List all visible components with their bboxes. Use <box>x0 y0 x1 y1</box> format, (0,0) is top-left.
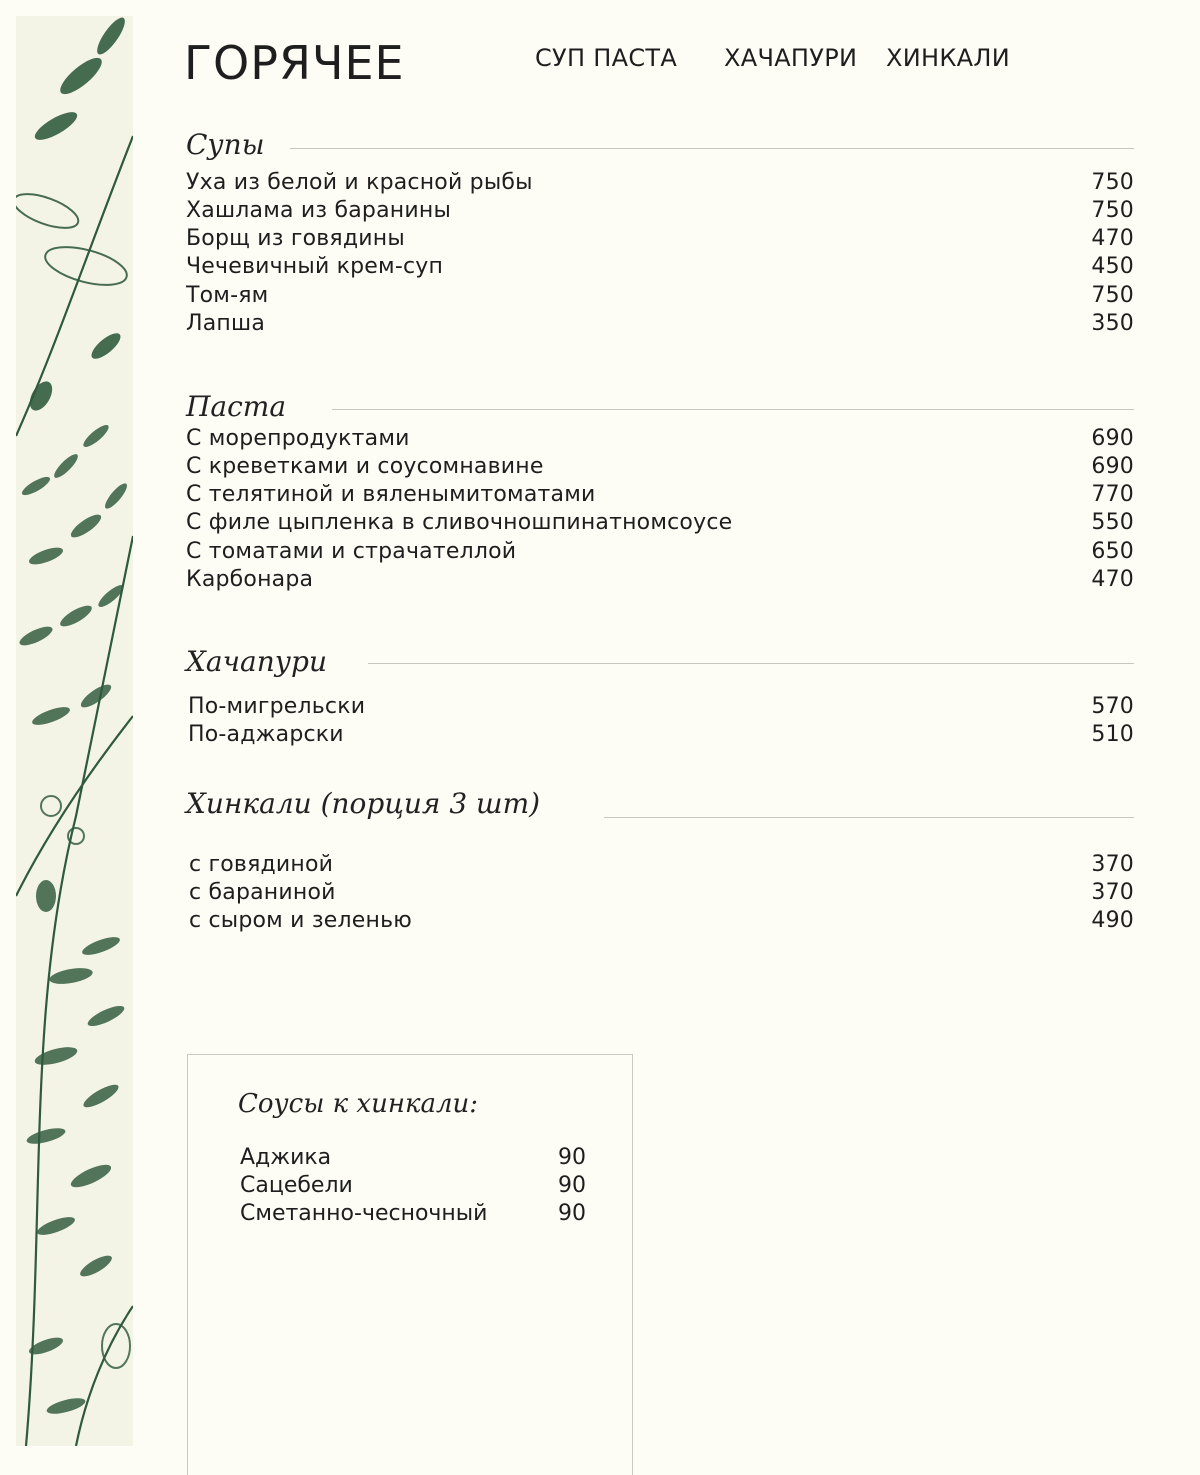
item-price: 750 <box>1091 197 1134 223</box>
menu-item <box>186 537 1134 565</box>
nav-khachapuri[interactable]: ХАЧАПУРИ <box>724 44 858 72</box>
sauce-price: 90 <box>558 1200 586 1226</box>
section-divider <box>604 817 1134 818</box>
item-name: С креветками и соусомнавине <box>186 453 544 479</box>
item-name: с бараниной <box>189 879 336 905</box>
item-name: Лапша <box>186 310 266 336</box>
menu-item <box>186 452 1134 480</box>
menu-item <box>186 224 1134 252</box>
item-price: 370 <box>1091 879 1134 905</box>
menu-item <box>188 720 1134 748</box>
item-name: с сыром и зеленью <box>189 907 412 933</box>
sauce-item <box>240 1171 586 1199</box>
item-price: 470 <box>1091 566 1134 592</box>
page-title: ГОРЯЧЕЕ <box>184 36 405 90</box>
menu-item <box>186 424 1134 452</box>
item-price: 770 <box>1091 481 1134 507</box>
item-price: 750 <box>1091 169 1134 195</box>
sauce-item <box>240 1199 586 1227</box>
sauce-name: Сметанно-чесночный <box>240 1200 488 1226</box>
item-name: По-мигрельски <box>188 693 366 719</box>
sauce-price: 90 <box>558 1144 586 1170</box>
item-name: Карбонара <box>186 566 314 592</box>
item-name: С филе цыпленка в сливочношпинатномсоусе <box>186 509 733 535</box>
section-title-khinkali: Хинкали (порция 3 шт) <box>186 787 541 820</box>
menu-item <box>189 850 1134 878</box>
item-price: 690 <box>1091 453 1134 479</box>
item-name: с говядиной <box>189 851 334 877</box>
section-divider <box>332 409 1134 410</box>
menu-item <box>186 309 1134 337</box>
menu-item <box>189 878 1134 906</box>
sauce-name: Сацебели <box>240 1172 353 1198</box>
botanical-illustration <box>16 16 133 1446</box>
item-name: Хашлама из баранины <box>186 197 452 223</box>
section-title-soups: Супы <box>186 128 265 161</box>
item-price: 450 <box>1091 253 1134 279</box>
item-price: 370 <box>1091 851 1134 877</box>
item-price: 350 <box>1091 310 1134 336</box>
sauce-item <box>240 1143 586 1171</box>
menu-item <box>186 565 1134 593</box>
sauces-box <box>187 1054 633 1475</box>
menu-item <box>186 508 1134 536</box>
sauce-name: Аджика <box>240 1144 332 1170</box>
item-name: Борщ из говядины <box>186 225 405 251</box>
section-divider <box>368 663 1134 664</box>
menu-item <box>186 252 1134 280</box>
menu-item <box>186 168 1134 196</box>
item-price: 650 <box>1091 538 1134 564</box>
nav-soup-pasta[interactable]: СУП ПАСТА <box>535 44 678 72</box>
item-price: 750 <box>1091 282 1134 308</box>
item-price: 510 <box>1091 721 1134 747</box>
item-price: 550 <box>1091 509 1134 535</box>
item-price: 690 <box>1091 425 1134 451</box>
item-price: 470 <box>1091 225 1134 251</box>
nav-khinkali[interactable]: ХИНКАЛИ <box>886 44 1010 72</box>
item-name: Том-ям <box>186 282 269 308</box>
item-name: Уха из белой и красной рыбы <box>186 169 533 195</box>
menu-item <box>186 480 1134 508</box>
fern-leaf-icon <box>16 16 133 1446</box>
item-price: 570 <box>1091 693 1134 719</box>
item-name: С телятиной и вяленымитоматами <box>186 481 596 507</box>
sauce-price: 90 <box>558 1172 586 1198</box>
section-title-khachapuri: Хачапури <box>186 645 327 678</box>
item-name: С томатами и страчателлой <box>186 538 517 564</box>
menu-item <box>186 281 1134 309</box>
menu-item <box>186 196 1134 224</box>
item-name: Чечевичный крем-суп <box>186 253 444 279</box>
item-name: С морепродуктами <box>186 425 410 451</box>
section-divider <box>290 148 1134 149</box>
menu-item <box>188 692 1134 720</box>
menu-item <box>189 906 1134 934</box>
section-title-pasta: Паста <box>186 390 287 423</box>
item-name: По-аджарски <box>188 721 344 747</box>
item-price: 490 <box>1091 907 1134 933</box>
sauces-title: Соусы к хинкали: <box>238 1089 479 1119</box>
